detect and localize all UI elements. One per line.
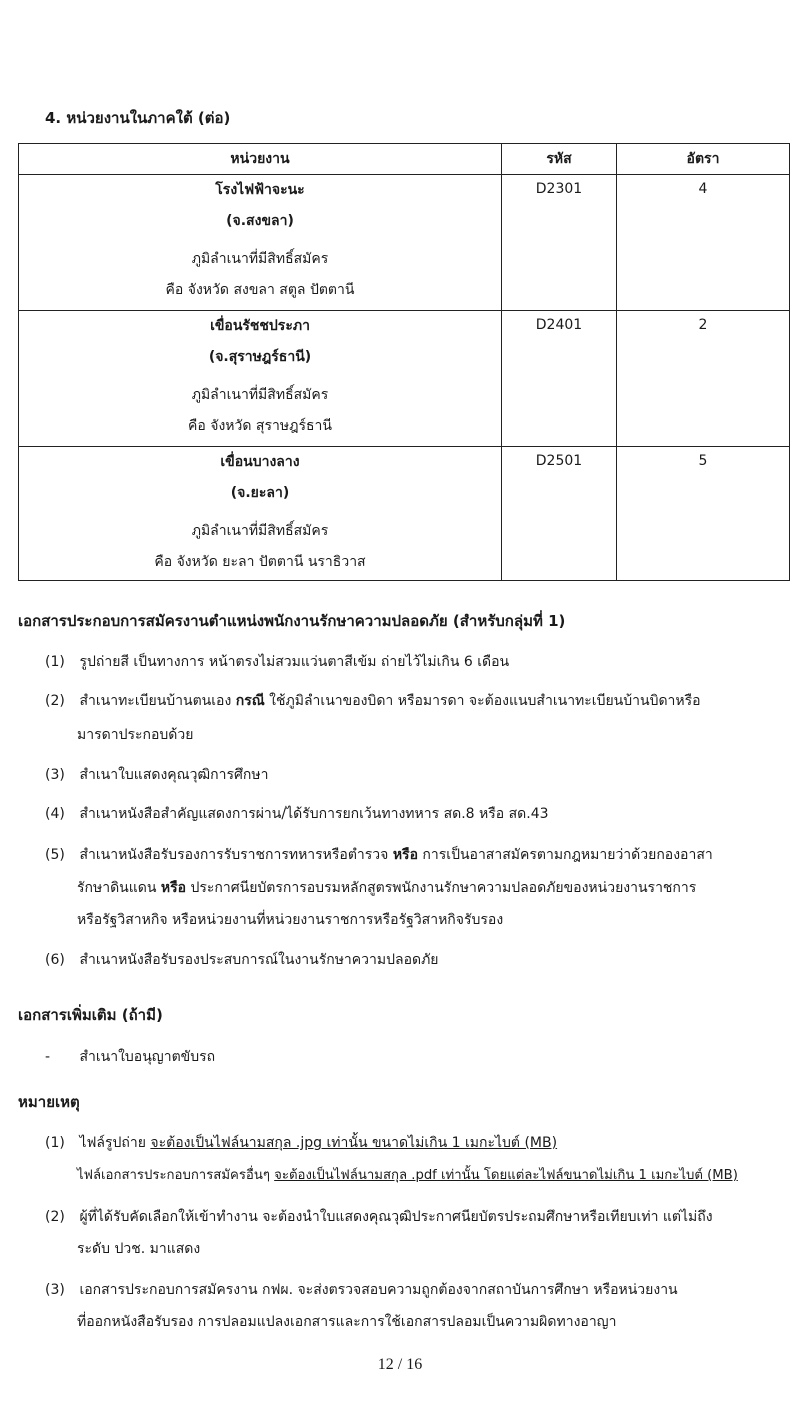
- item-number: (1): [45, 1135, 65, 1151]
- item-continuation: หรือรัฐวิสาหกิจ หรือหน่วยงานที่หน่วยงานราชการหรือรัฐวิสาหกิจรับรอง: [77, 912, 504, 928]
- unit-rate: 5: [617, 447, 790, 581]
- item-text: สำเนาหนังสือสำคัญแสดงการผ่าน/ได้รับการยกเว้นทางทหาร สด.8 หรือ สด.43: [79, 806, 549, 822]
- unit-note: ภูมิลำเนาที่มีสิทธิ์สมัคร: [191, 387, 329, 403]
- unit-code: D2301: [502, 175, 617, 311]
- item-text: เอกสารประกอบการสมัครงาน กฟผ. จะส่งตรวจสอบความถูกต้องจากสถาบันการศึกษา หรือหน่วยงาน: [79, 1282, 678, 1298]
- unit-name: เขื่อนรัชชประภา: [210, 318, 310, 334]
- header-unit: หน่วยงาน: [19, 144, 502, 175]
- unit-cell: [19, 311, 502, 447]
- page-number: 12 / 16: [377, 1356, 423, 1373]
- list-item: [45, 1132, 557, 1154]
- list-item: [45, 1279, 678, 1301]
- item-emphasis: หรือ: [392, 847, 418, 863]
- list-item: [45, 844, 713, 866]
- unit-name: เขื่อนบางลาง: [220, 454, 300, 470]
- unit-code: D2401: [502, 311, 617, 447]
- header-code: รหัส: [502, 144, 617, 175]
- list-item: [45, 1046, 215, 1068]
- item-text: สำเนาใบอนุญาตขับรถ: [79, 1049, 216, 1065]
- unit-note: คือ จังหวัด ยะลา ปัตตานี นราธิวาส: [154, 554, 366, 570]
- units-table: [18, 143, 790, 581]
- unit-note: คือ จังหวัด สงขลา สตูล ปัตตานี: [165, 282, 355, 298]
- item-text: รักษาดินแดน: [77, 880, 161, 896]
- item-text: ไฟล์รูปถ่าย: [79, 1135, 151, 1151]
- item-text: สำเนาทะเบียนบ้านตนเอง: [79, 693, 236, 709]
- item-number: (1): [45, 654, 65, 670]
- list-item: [45, 690, 701, 712]
- table-header-row: [19, 144, 790, 175]
- documents-title: เอกสารประกอบการสมัครงานตำแหน่งพนักงานรักษาความปลอดภัย (สำหรับกลุ่มที่ 1): [18, 612, 566, 630]
- item-text: ประกาศนียบัตรการอบรมหลักสูตรพนักงานรักษาความปลอดภัยของหน่วยงานราชการ: [186, 880, 697, 896]
- item-number: (6): [45, 952, 65, 968]
- item-number: (2): [45, 1209, 65, 1225]
- unit-province: (จ.สงขลา): [226, 213, 294, 229]
- item-text: สำเนาหนังสือรับรองประสบการณ์ในงานรักษาความปลอดภัย: [79, 952, 439, 968]
- item-underlined: จะต้องเป็นไฟล์นามสกุล .jpg เท่านั้น ขนาดไม่เกิน 1 เมกะไบต์ (MB): [150, 1135, 558, 1151]
- header-rate: อัตรา: [617, 144, 790, 175]
- unit-rate: 2: [617, 311, 790, 447]
- list-item: [45, 764, 268, 786]
- unit-note: ภูมิลำเนาที่มีสิทธิ์สมัคร: [191, 251, 329, 267]
- item-number: (4): [45, 806, 65, 822]
- item-text: ใช้ภูมิลำเนาของบิดา หรือมารดา จะต้องแนบสำเนาทะเบียนบ้านบิดาหรือ: [264, 693, 701, 709]
- unit-name: โรงไฟฟ้าจะนะ: [215, 182, 305, 198]
- list-item: [45, 651, 509, 673]
- unit-province: (จ.สุราษฎร์ธานี): [208, 349, 312, 365]
- table-row: [19, 447, 790, 581]
- item-continuation: ที่ออกหนังสือรับรอง การปลอมแปลงเอกสารและการใช้เอกสารปลอมเป็นความผิดทางอาญา: [77, 1314, 617, 1330]
- table-row: [19, 175, 790, 311]
- item-number: (3): [45, 767, 65, 783]
- unit-note: คือ จังหวัด สุราษฎร์ธานี: [188, 418, 332, 434]
- item-underlined: จะต้องเป็นไฟล์นามสกุล .pdf เท่านั้น โดยแต่ละไฟล์ขนาดไม่เกิน 1 เมกะไบต์ (MB): [274, 1168, 738, 1183]
- item-text: ไฟล์เอกสารประกอบการสมัครอื่นๆ: [77, 1168, 275, 1183]
- unit-code: D2501: [502, 447, 617, 581]
- notes-title: หมายเหตุ: [18, 1093, 80, 1111]
- item-emphasis: หรือ: [160, 880, 187, 896]
- list-item: [45, 949, 439, 971]
- item-emphasis: กรณี: [235, 693, 265, 709]
- item-continuation: [77, 877, 696, 899]
- unit-province: (จ.ยะลา): [230, 485, 290, 501]
- item-text: สำเนาใบแสดงคุณวุฒิการศึกษา: [79, 767, 269, 783]
- unit-note: ภูมิลำเนาที่มีสิทธิ์สมัคร: [191, 523, 329, 539]
- section-title: 4. หน่วยงานในภาคใต้ (ต่อ): [45, 109, 231, 127]
- unit-rate: 4: [617, 175, 790, 311]
- item-continuation: [77, 1164, 738, 1185]
- item-number: (2): [45, 693, 65, 709]
- item-continuation: ระดับ ปวช. มาแสดง: [77, 1241, 201, 1257]
- item-text: ผู้ที่ได้รับคัดเลือกให้เข้าทำงาน จะต้องนำใบแสดงคุณวุฒิประกาศนียบัตรประถมศึกษาหรือเทียบเท่า แต่ไม่ถึง: [79, 1209, 713, 1225]
- item-number: (5): [45, 847, 65, 863]
- item-number: (3): [45, 1282, 65, 1298]
- extra-title: เอกสารเพิ่มเติม (ถ้ามี): [18, 1006, 163, 1024]
- list-item: [45, 1206, 713, 1228]
- item-text: การเป็นอาสาสมัครตามกฎหมายว่าด้วยกองอาสา: [417, 847, 713, 863]
- unit-cell: [19, 447, 502, 581]
- item-text: รูปถ่ายสี เป็นทางการ หน้าตรงไม่สวมแว่นตาสีเข้ม ถ่ายไว้ไม่เกิน 6 เดือน: [79, 654, 510, 670]
- table-row: [19, 311, 790, 447]
- bullet: -: [45, 1049, 51, 1065]
- unit-cell: [19, 175, 502, 311]
- item-continuation: มารดาประกอบด้วย: [77, 727, 194, 743]
- item-text: สำเนาหนังสือรับรองการรับราชการทหารหรือตำรวจ: [79, 847, 393, 863]
- list-item: [45, 803, 549, 825]
